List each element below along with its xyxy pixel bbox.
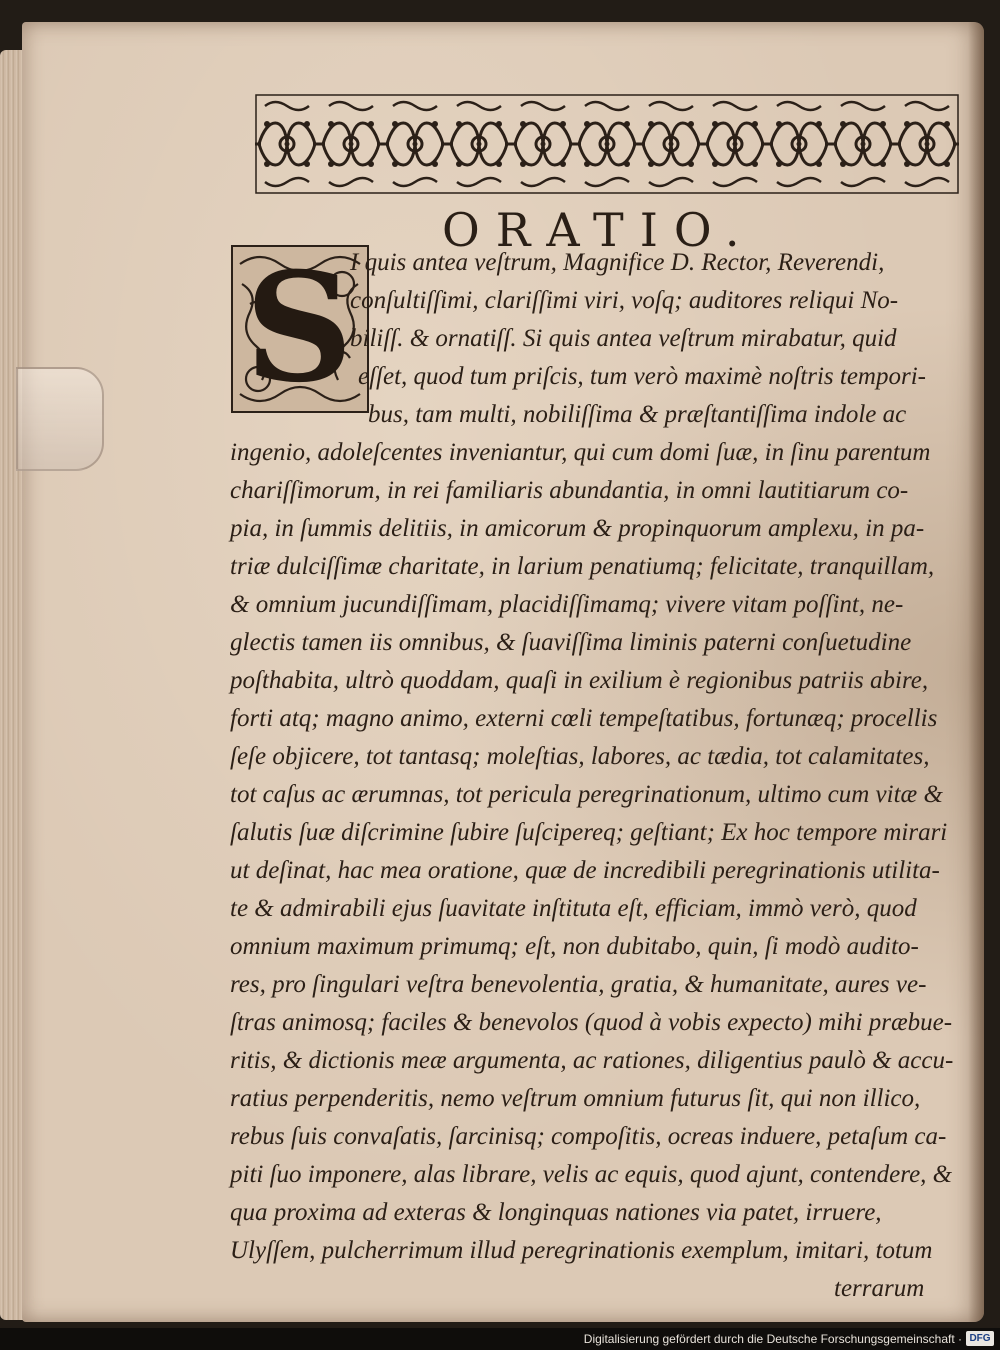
binding-clip [16,367,104,471]
text-line: glectis tamen iis omnibus, & ſuaviſſima liminis paterni conſuetudine [230,629,912,656]
drop-cap-letter: S [244,240,354,416]
digitization-footer [0,1328,1000,1350]
text-line: omnium maximum primumq; eſt, non dubitabo, quin, ſi modò audito- [230,933,919,960]
text-line: qua proxima ad exteras & longinquas nationes via patet, irruere, [230,1199,882,1226]
text-line: ut deſinat, hac mea oratione, quæ de incredibili peregrinationis utilita- [230,857,940,884]
text-line: I quis antea veſtrum, Magnifice D. Rector, Reverendi, [350,249,885,276]
page-gutter-shadow [968,22,984,1322]
text-line: ingenio, adoleſcentes inveniantur, qui cum domi ſuæ, in ſinu parentum [230,439,931,466]
text-line: ſalutis ſuæ diſcrimine ſubire ſuſcipereq; geſtiant; Ex hoc tempore mirari [230,819,948,846]
drop-cap-initial [230,240,370,416]
text-line: triæ dulciſſimæ charitate, in larium penatiumq; felicitate, tranquillam, [230,553,935,580]
text-line: res, pro ſingulari veſtra benevolentia, gratia, & humanitate, aures ve- [230,971,927,998]
text-line: & omnium jucundiſſimam, placidiſſimamq; vivere vitam poſſint, ne- [230,591,904,618]
text-line: tot caſus ac ærumnas, tot pericula peregrinationum, ultimo cum vitæ & [230,781,943,808]
dfg-logo [966,1331,994,1346]
catchword: terrarum [834,1275,925,1302]
page-title: ORATIO. [442,203,756,257]
text-line: chariſſimorum, in rei familiaris abundantia, in omni lautitiarum co- [230,477,909,504]
text-line: forti atq; magno animo, externi cœli tempeſtatibus, fortunæq; procellis [230,705,938,732]
text-line: te & admirabili ejus ſuavitate inſtituta eſt, efficiam, immò verò, quod [230,895,917,922]
ornamental-band-icon [255,94,959,194]
text-line: conſultiſſimi, clariſſimi viri, voſq; auditores reliqui No- [350,287,899,314]
text-line: poſthabita, ultrò quoddam, quaſi in exilium è regionibus patriis abire, [230,667,929,694]
text-line: ratius perpenderitis, nemo veſtrum omnium futurus ſit, qui non illico, [230,1085,921,1112]
dfg-logo-text: DFG [969,1333,991,1344]
text-line: eſſet, quod tum priſcis, tum verò maximè noſtris tempori- [358,363,926,390]
text-line: ritis, & dictionis meæ argumenta, ac rationes, diligentius paulò & accu- [230,1047,954,1074]
text-line: pia, in ſummis delitiis, in amicorum & propinquorum amplexu, in pa- [230,515,925,542]
text-line: biliſſ. & ornatiſſ. Si quis antea veſtrum mirabatur, quid [350,325,897,352]
text-line: ſtras animosq; faciles & benevolos (quod à vobis expecto) mihi præbue- [230,1009,953,1036]
text-line: bus, tam multi, nobiliſſima & præſtantiſſima indole ac [368,401,907,428]
funding-credit: Digitalisierung gefördert durch die Deutsche Forschungsgemeinschaft · [583,1332,962,1346]
text-line: rebus ſuis convaſatis, ſarcinisq; compoſitis, ocreas induere, petaſum ca- [230,1123,947,1150]
text-line: ſeſe objicere, tot tantasq; moleſtias, labores, ac tædia, tot calamitates, [230,743,930,770]
text-line: Ulyſſem, pulcherrimum illud peregrinationis exemplum, imitari, totum [230,1237,933,1264]
book-page [22,22,984,1322]
text-line: piti ſuo imponere, alas librare, velis ac equis, quod ajunt, contendere, & [230,1161,953,1188]
